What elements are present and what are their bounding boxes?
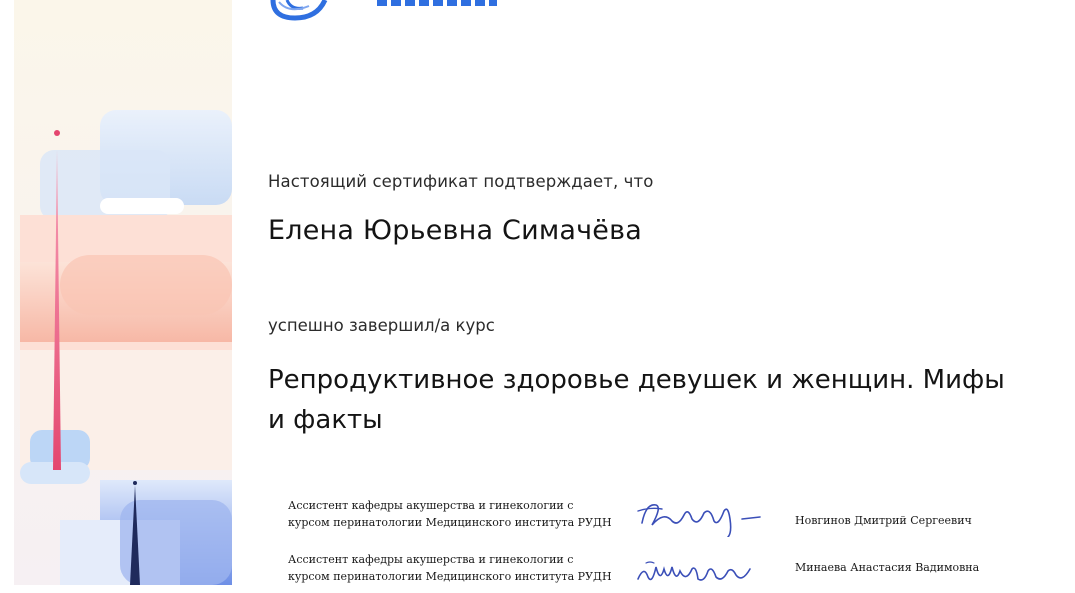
signatory-row-2: [0, 551, 1075, 591]
signatory-position-line-1: Ассистент кафедры акушерства и гинекологии с: [288, 499, 574, 512]
organization-logo: [265, 0, 505, 22]
course-title-line-2: и факты: [268, 405, 383, 435]
signatory-position: [288, 551, 618, 585]
signatory-position: [288, 497, 618, 531]
certificate-intro-text: Настоящий сертификат подтверждает, что: [268, 172, 654, 191]
handwritten-signature-1: [632, 497, 772, 537]
recipient-name: Елена Юрьевна Симачёва: [268, 215, 642, 246]
signatory-position-line-2: курсом перинатологии Медицинского института РУДН: [288, 516, 612, 529]
course-title: [268, 360, 1048, 440]
signatory-name: Минаева Анастасия Вадимовна: [795, 561, 980, 574]
signatory-row-1: [0, 497, 1075, 537]
handwritten-signature-2: [632, 553, 772, 593]
signatory-position-line-2: курсом перинатологии Медицинского института РУДН: [288, 570, 612, 583]
signatory-position-line-1: Ассистент кафедры акушерства и гинекологии с: [288, 553, 574, 566]
course-title-line-1: Репродуктивное здоровье девушек и женщин. Мифы: [268, 365, 1005, 395]
signatory-name: Новгинов Дмитрий Сергеевич: [795, 514, 972, 527]
completion-text: успешно завершил/а курс: [268, 316, 495, 335]
